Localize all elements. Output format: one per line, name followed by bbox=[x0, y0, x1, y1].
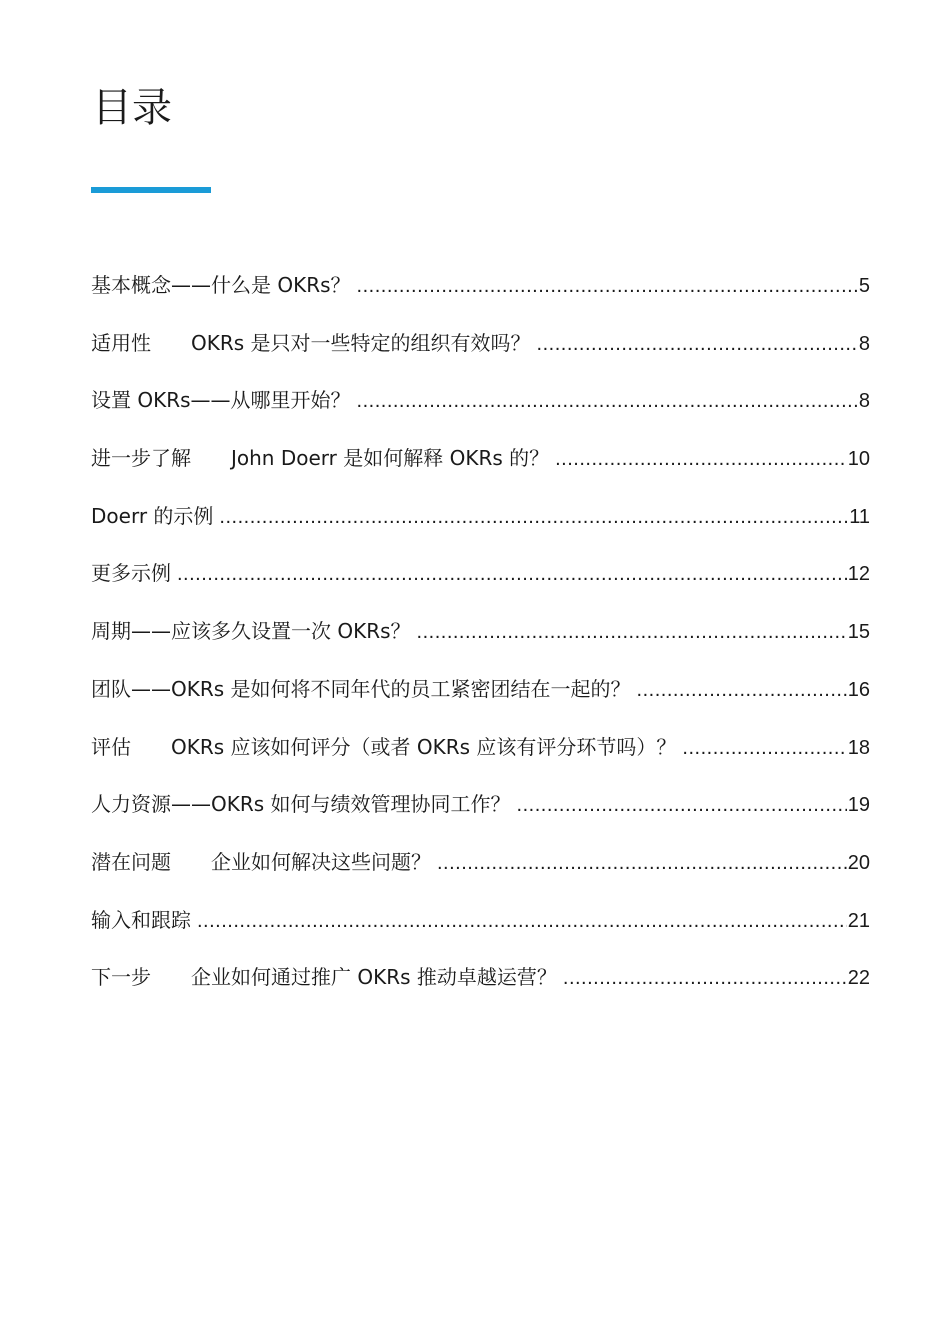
toc-page-number: 11 bbox=[849, 505, 870, 528]
toc-entry-title: 设置 OKRs——从哪里开始？ bbox=[91, 388, 351, 413]
toc-entry[interactable] bbox=[91, 958, 870, 1016]
toc-entry[interactable] bbox=[91, 901, 870, 959]
toc-page-number: 15 bbox=[847, 621, 870, 644]
toc-dot-leader bbox=[517, 786, 847, 824]
toc-page-number: 18 bbox=[847, 736, 870, 759]
toc-entry-title: 周期——应该多久设置一次 OKRs？ bbox=[91, 619, 411, 644]
toc-dot-leader bbox=[357, 267, 858, 305]
toc-dot-leader bbox=[177, 555, 847, 593]
toc-entry[interactable] bbox=[91, 785, 870, 843]
page-title: 目录 bbox=[92, 85, 172, 131]
toc-page-number: 5 bbox=[858, 275, 870, 297]
toc-entry-title: 下一步 企业如何通过推广 OKRs 推动卓越运营？ bbox=[91, 965, 557, 990]
toc-entry-title: 输入和跟踪 bbox=[91, 907, 191, 932]
toc-entry[interactable] bbox=[91, 497, 870, 555]
toc-entry-title: 潜在问题 企业如何解决这些问题？ bbox=[91, 849, 431, 874]
toc-entry-title: 适用性 OKRs 是只对一些特定的组织有效吗？ bbox=[91, 330, 531, 355]
table-of-contents bbox=[91, 266, 870, 1016]
toc-entry-title: 更多示例 bbox=[91, 561, 171, 586]
toc-page-number: 10 bbox=[847, 448, 870, 471]
toc-entry-title: 进一步了解 John Doerr 是如何解释 OKRs 的？ bbox=[91, 446, 550, 471]
toc-entry-title: Doerr 的示例 bbox=[91, 503, 214, 528]
toc-entry[interactable] bbox=[91, 612, 870, 670]
toc-dot-leader bbox=[555, 440, 847, 478]
toc-dot-leader bbox=[219, 498, 848, 536]
toc-entry[interactable] bbox=[91, 381, 870, 439]
toc-dot-leader bbox=[437, 844, 847, 882]
toc-entry-title: 基本概念——什么是 OKRs？ bbox=[91, 273, 351, 297]
title-accent-rule bbox=[91, 187, 211, 193]
toc-entry[interactable] bbox=[91, 670, 870, 728]
toc-entry-title: 人力资源——OKRs 如何与绩效管理协同工作？ bbox=[91, 792, 511, 817]
toc-entry-title: 评估 OKRs 应该如何评分（或者 OKRs 应该有评分环节吗）？ bbox=[91, 734, 677, 759]
toc-entry-title: 团队——OKRs 是如何将不同年代的员工紧密团结在一起的？ bbox=[91, 676, 631, 701]
toc-dot-leader bbox=[563, 959, 847, 997]
toc-entry[interactable] bbox=[91, 843, 870, 901]
toc-entry[interactable] bbox=[91, 266, 870, 324]
toc-entry[interactable] bbox=[91, 554, 870, 612]
toc-entry[interactable] bbox=[91, 439, 870, 497]
toc-page-number: 21 bbox=[847, 909, 870, 932]
toc-dot-leader bbox=[357, 382, 858, 420]
toc-dot-leader bbox=[197, 902, 847, 940]
toc-dot-leader bbox=[637, 671, 847, 709]
toc-page-number: 12 bbox=[847, 563, 870, 586]
toc-page-number: 8 bbox=[858, 390, 870, 413]
toc-entry[interactable] bbox=[91, 324, 870, 382]
toc-page-number: 20 bbox=[847, 851, 870, 874]
toc-dot-leader bbox=[682, 729, 846, 767]
toc-page-number: 22 bbox=[847, 967, 870, 990]
toc-page-number: 8 bbox=[858, 332, 870, 355]
toc-page-number: 19 bbox=[847, 794, 870, 817]
toc-entry[interactable] bbox=[91, 728, 870, 786]
toc-page-number: 16 bbox=[847, 678, 870, 701]
toc-dot-leader bbox=[537, 325, 858, 363]
toc-dot-leader bbox=[417, 613, 847, 651]
